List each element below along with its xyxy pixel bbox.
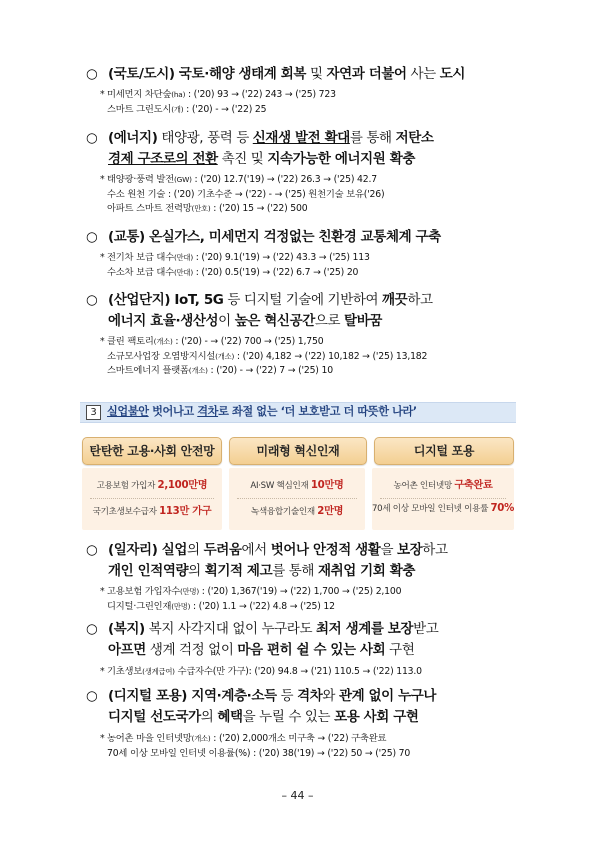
indicator-row: 70세 이상 모바일 인터넷 이용률(%) : ('20) 38('19) → ('22) 50 → ('25) 70 (107, 747, 411, 759)
indicator-row: 수소 원천 기술 : ('20) 기초수준 → ('22) - → ('25) 원천기술 보유('26) (107, 188, 385, 200)
circle-marker: ○ (86, 688, 98, 704)
section-heading: ○ (일자리) 실업의 두려움에서 벗어나 안정적 생활을 보장하고 (86, 540, 526, 561)
target-card: 고용보험 가입자 2,100만명 국기초생보수급자 113만 가구 (82, 468, 222, 530)
indicator-row: * 기초생보(생계급여) 수급자수(만 가구): ('20) 94.8 → ('21) 110.5 → ('22) 113.0 (100, 666, 422, 677)
indicator-row: 스마트에너지 플랫폼(개소) : ('20) - → ('22) 7 → ('25) 10 (107, 365, 333, 376)
pillar-safety-net: 탄탄한 고용·사회 안전망 (82, 437, 222, 465)
page-number: – 44 – (281, 789, 314, 802)
target-card: 농어촌 인터넷망 구축완료 70세 이상 모바일 인터넷 이용률 70% (372, 468, 514, 530)
indicator-row: 수소차 보급 대수(만대) : ('20) 0.5('19) → ('22) 6.7 → ('25) 20 (107, 266, 359, 278)
indicator-row: * 미세먼지 차단숲(ha) : ('20) 93 → ('22) 243 → ('25) 723 (100, 89, 336, 100)
circle-marker: ○ (86, 229, 98, 245)
circle-marker: ○ (86, 130, 98, 146)
banner-title: 실업불안 벗어나고 격차로 좌절 없는 ‘더 보호받고 더 따뜻한 나라’ (107, 405, 417, 418)
section-heading: ○ (디지털 포용) 지역·계층·소득 등 격차와 관계 없이 누구나 (86, 686, 526, 707)
indicator-row: * 클린 팩토리(개소) : ('20) - → ('22) 700 → ('25) 1,750 (100, 336, 324, 347)
section-banner (80, 402, 516, 423)
circle-marker: ○ (86, 292, 98, 308)
section-welfare (86, 619, 526, 680)
indicator-row: 디지털·그린인재(만명) : ('20) 1.1 → ('22) 4.8 → ('25) 12 (107, 600, 335, 612)
indicator-row: * 농어촌 마을 인터넷망(개소) : ('20) 2,000개소 미구축 → ('22) 구축완료 (100, 733, 387, 744)
section-jobs (86, 540, 526, 614)
section-industrial (86, 290, 526, 379)
section-heading: ○ (복지) 복지 사각지대 없이 누구라도 최저 생계를 보장받고 (86, 619, 526, 640)
target-card: AI·SW 핵심인재 10만명 녹색융합기술인재 2만명 (229, 468, 365, 530)
section-energy (86, 128, 526, 217)
section-heading-line2: 아프면 생계 걱정 없이 마음 편히 쉴 수 있는 사회 구현 (108, 642, 415, 658)
circle-marker: ○ (86, 66, 98, 82)
indicator-row: * 고용보험 가입자수(만명) : ('20) 1,367('19) → ('22) 1,700 → ('25) 2,100 (100, 586, 402, 597)
circle-marker: ○ (86, 621, 98, 637)
circle-marker: ○ (86, 542, 98, 558)
section-transport (86, 227, 526, 280)
divider (380, 498, 506, 499)
indicator-row: * 태양광·풍력 발전(GW) : ('20) 12.7('19) → ('22) 26.3 → ('25) 42.7 (100, 174, 377, 185)
section-number-box: 3 (86, 405, 101, 420)
indicator-row: 소규모사업장 오염방지시설(개소) : ('20) 4,182 → ('22) 10,182 → ('25) 13,182 (107, 350, 428, 362)
section-digital-inclusion (86, 686, 526, 761)
section-heading-line2: 디지털 선도국가의 혜택을 누릴 수 있는 포용 사회 구현 (108, 709, 419, 725)
section-heading: ○ (교통) 온실가스, 미세먼지 걱정없는 친환경 교통체계 구축 (86, 227, 526, 248)
section-heading: ○ (국토/도시) 국토·해양 생태계 회복 및 자연과 더불어 사는 도시 (86, 64, 526, 85)
divider (237, 498, 357, 499)
section-urban (86, 64, 526, 117)
section-heading: ○ (산업단지) IoT, 5G 등 디지털 기술에 기반하여 깨끗하고 (86, 290, 526, 311)
indicator-row: 스마트 그린도시(개) : ('20) - → ('22) 25 (107, 103, 267, 115)
section-heading: ○ (에너지) 태양광, 풍력 등 신재생 발전 확대를 통해 저탄소 (86, 128, 526, 149)
indicator-row: * 전기차 보급 대수(만대) : ('20) 9.1('19) → ('22) 43.3 → ('25) 113 (100, 252, 370, 263)
pillar-future-talent: 미래형 혁신인재 (229, 437, 367, 465)
divider (90, 498, 214, 499)
section-heading-line2: 개인 인적역량의 획기적 제고를 통해 재취업 기회 확충 (108, 563, 416, 579)
section-heading-line2: 경제 구조로의 전환 촉진 및 지속가능한 에너지원 확충 (108, 151, 415, 167)
section-heading-line2: 에너지 효율·생산성이 높은 혁신공간으로 탈바꿈 (108, 313, 382, 329)
indicator-row: 아파트 스마트 전력망(만호) : ('20) 15 → ('22) 500 (107, 203, 308, 214)
pillar-digital-inclusion: 디지털 포용 (374, 437, 514, 465)
